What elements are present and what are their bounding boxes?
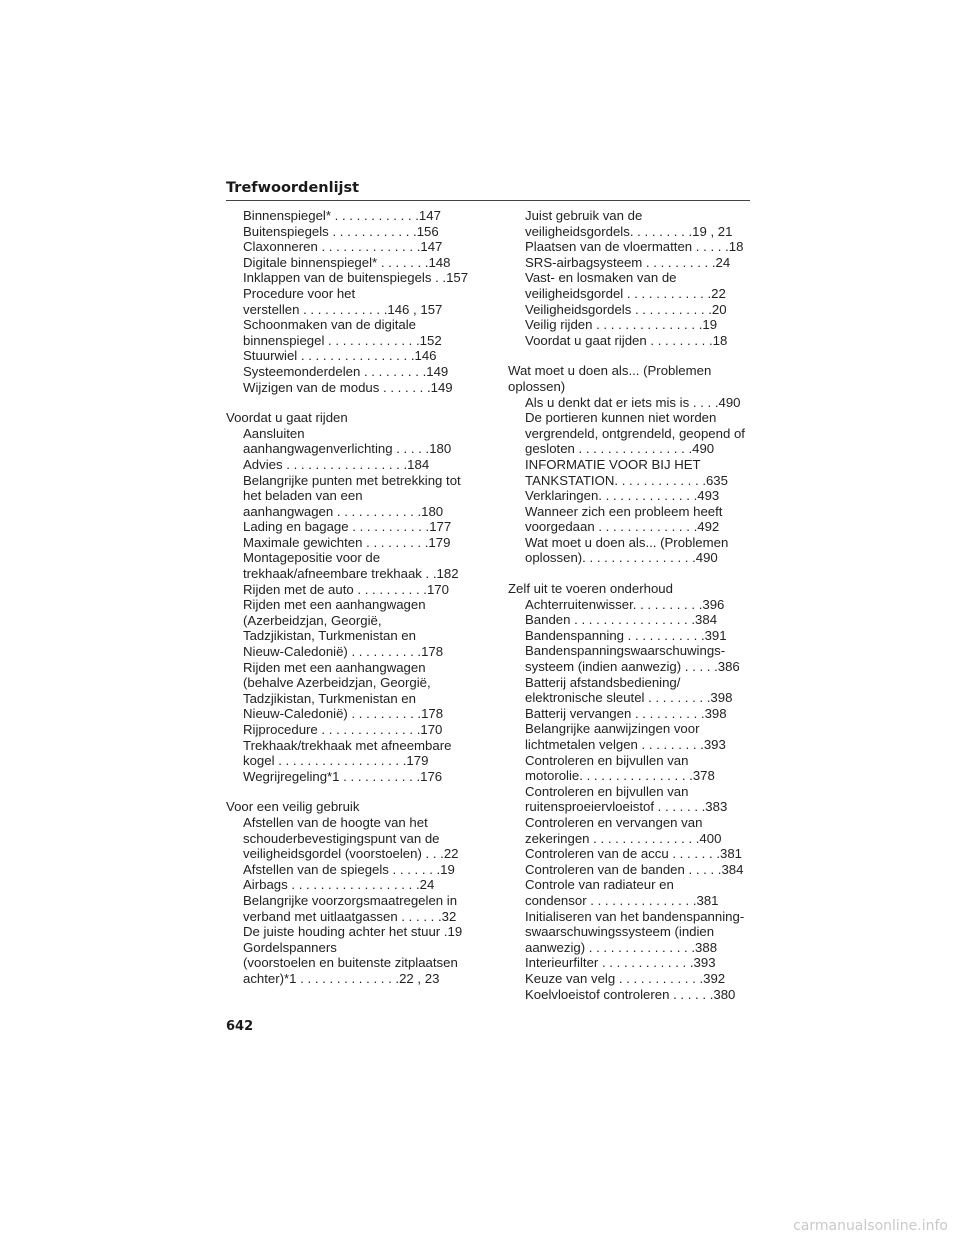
index-heading: Zelf uit te voeren onderhoud [508, 581, 673, 597]
index-subentry-line: Voordat u gaat rijden . . . . . . . . .18 [525, 332, 728, 348]
index-subentry-line: Controleren van de banden . . . . .384 [525, 861, 744, 877]
index-subentry-line: aanhangwagen . . . . . . . . . . . .180 [243, 503, 444, 519]
index-subentry[interactable] [226, 535, 470, 551]
index-subentry-line: Aansluiten [243, 425, 305, 441]
index-subentry[interactable] [226, 224, 470, 240]
index-subentry[interactable] [508, 239, 750, 255]
index-subentry-line: voorgedaan . . . . . . . . . . . . . .492 [525, 519, 720, 535]
index-subentry[interactable] [226, 239, 470, 255]
index-subentry[interactable] [226, 862, 470, 878]
index-subentry-line: trekhaak/afneembare trekhaak . .182 [243, 566, 459, 582]
index-subentry-line: Verklaringen. . . . . . . . . . . . . .493 [525, 488, 720, 504]
index-subentry-line: Wanneer zich een probleem heeft [525, 503, 723, 519]
index-subentry[interactable] [508, 535, 750, 566]
index-subentry[interactable] [508, 208, 750, 239]
index-subentry-line: Airbags . . . . . . . . . . . . . . . . . .24 [243, 877, 435, 893]
index-subentry-line: Inklappen van de buitenspiegels . .157 [243, 270, 469, 286]
index-subentry-line: Banden . . . . . . . . . . . . . . . . .384 [525, 612, 718, 628]
index-subentry[interactable] [508, 628, 750, 644]
index-subentry-line: binnenspiegel . . . . . . . . . . . . .152 [243, 332, 442, 348]
index-subentry-line: Tadzjikistan, Turkmenistan en [243, 690, 416, 706]
index-subentry[interactable] [508, 457, 750, 488]
index-subentry-line: lichtmetalen velgen . . . . . . . . .393 [525, 737, 726, 752]
index-entry [226, 208, 470, 395]
index-subentry-line: TANKSTATION. . . . . . . . . . . . .635 [525, 472, 728, 488]
index-subentry-line: Trekhaak/trekhaak met afneembare [243, 737, 452, 753]
index-entry [508, 581, 750, 1002]
index-subentry-line: systeem (indien aanwezig) . . . . .386 [525, 659, 740, 675]
index-subentry-line: Achterruitenwisser. . . . . . . . . .396 [525, 596, 725, 612]
index-subentry[interactable] [508, 784, 750, 815]
index-subentry[interactable] [508, 862, 750, 878]
index-subentry[interactable] [508, 612, 750, 628]
page-header [226, 179, 750, 201]
index-subentry-line: zekeringen . . . . . . . . . . . . . . .400 [525, 830, 722, 846]
index-subentry[interactable] [508, 987, 750, 1003]
index-subentry-line: aanwezig) . . . . . . . . . . . . . . .388 [525, 939, 718, 955]
index-subentry-line: Maximale gewichten . . . . . . . . .179 [243, 534, 451, 550]
index-subentry[interactable] [508, 721, 750, 752]
index-subentry-line: vergrendeld, ontgrendeld, geopend of [525, 425, 745, 441]
index-subentry-line: Controleren en vervangen van [525, 814, 703, 830]
index-heading: oplossen) [508, 378, 566, 394]
index-subentry[interactable] [508, 488, 750, 504]
index-subentry[interactable] [508, 955, 750, 971]
index-subentry-line: Batterij afstandsbediening/ [525, 674, 681, 690]
index-subentry[interactable] [226, 893, 470, 924]
index-subentry[interactable] [226, 738, 470, 769]
index-subentry-line: Buitenspiegels . . . . . . . . . . . .156 [243, 223, 439, 239]
index-subentry-line: Plaatsen van de vloermatten . . . . .18 [525, 239, 744, 255]
index-subentry-line: schouderbevestigingspunt van de [243, 830, 440, 846]
index-subentry-line: Rijprocedure . . . . . . . . . . . . . .170 [243, 722, 443, 737]
index-subentry-line: Interieurfilter . . . . . . . . . . . . .393 [525, 955, 716, 971]
index-column-right [508, 208, 750, 1002]
index-subentry[interactable] [508, 846, 750, 862]
index-subentry-line: Afstellen van de spiegels . . . . . . .19 [243, 861, 455, 877]
index-subentry-line: veiligheidsgordels. . . . . . . . .19 , 21 [525, 223, 733, 239]
index-heading: Voordat u gaat rijden [226, 410, 348, 426]
index-subentry-line: gesloten . . . . . . . . . . . . . . . .490 [525, 441, 715, 457]
index-subentry-line: Juist gebruik van de [525, 208, 643, 223]
index-subentry[interactable] [508, 504, 750, 535]
index-heading: Wat moet u doen als... (Problemen [508, 363, 712, 379]
index-subentry-line: Vast- en losmaken van de [525, 270, 677, 286]
index-subentry-line: Nieuw-Caledonië) . . . . . . . . . .178 [243, 644, 444, 660]
index-subentry-line: Lading en bagage . . . . . . . . . . .177 [243, 519, 452, 535]
index-subentry[interactable] [226, 940, 470, 987]
index-subentry-line: (behalve Azerbeidzjan, Georgië, [243, 675, 431, 691]
index-subentry-line: Veiligheidsgordels . . . . . . . . . . .20 [525, 301, 727, 317]
index-subentry-line: veiligheidsgordel . . . . . . . . . . . .22 [525, 285, 726, 301]
index-subentry-line: achter)*1 . . . . . . . . . . . . . .22 , 23 [243, 970, 440, 986]
section-title: Trefwoordenlijst [226, 180, 360, 196]
index-subentry-line: De juiste houding achter het stuur .19 [243, 924, 463, 940]
index-subentry-line: Controleren van de accu . . . . . . .381 [525, 846, 742, 862]
index-subentry[interactable] [226, 270, 470, 286]
index-subentry-line: Controleren en bijvullen van [525, 752, 689, 768]
index-subentry-line: Schoonmaken van de digitale [243, 317, 417, 333]
index-subentry-line: Koelvloeistof controleren . . . . . .380 [525, 986, 736, 1002]
index-subentry[interactable] [226, 877, 470, 893]
index-subentry-line: Rijden met de auto . . . . . . . . . .170 [243, 581, 449, 597]
index-subentry-line: Advies . . . . . . . . . . . . . . . . .184 [243, 456, 430, 472]
index-entry [226, 799, 470, 986]
index-subentry[interactable] [508, 877, 750, 908]
index-subentry[interactable] [508, 270, 750, 301]
page-number: 642 [226, 1019, 254, 1034]
index-subentry[interactable] [226, 582, 470, 598]
index-subentry[interactable] [508, 706, 750, 722]
index-subentry[interactable] [508, 597, 750, 613]
index-subentry-line: Als u denkt dat er iets mis is . . . .490 [525, 394, 741, 410]
index-entry [508, 363, 750, 566]
index-subentry[interactable] [226, 255, 470, 271]
index-subentry-line: Belangrijke aanwijzingen voor [525, 721, 700, 737]
index-subentry[interactable] [508, 255, 750, 271]
index-subentry[interactable] [226, 597, 470, 659]
index-heading: Voor een veilig gebruik [226, 799, 360, 815]
index-subentry[interactable] [226, 364, 470, 380]
index-subentry[interactable] [226, 550, 470, 581]
index-entry [226, 410, 470, 784]
index-subentry[interactable] [226, 815, 470, 862]
index-subentry-line: motorolie. . . . . . . . . . . . . . . .378 [525, 768, 715, 784]
index-subentry[interactable] [226, 426, 470, 457]
index-subentry-line: swaarschuwingssysteem (indien [525, 924, 715, 940]
index-subentry[interactable] [508, 815, 750, 846]
index-subentry-line: Montagepositie voor de [243, 550, 381, 566]
index-subentry-line: kogel . . . . . . . . . . . . . . . . . .179 [243, 753, 429, 769]
index-subentry-line: Afstellen van de hoogte van het [243, 814, 428, 830]
index-subentry-line: Rijden met een aanhangwagen [243, 597, 426, 613]
index-column-left [226, 208, 470, 987]
index-subentry[interactable] [226, 208, 470, 224]
index-subentry[interactable] [508, 410, 750, 457]
index-subentry-line: Controle van radiateur en [525, 877, 674, 893]
index-subentry-line: Veilig rijden . . . . . . . . . . . . . . .19 [525, 317, 718, 333]
index-subentry-line: Gordelspanners [243, 939, 337, 955]
index-subentry[interactable] [226, 519, 470, 535]
index-subentry-line: Stuurwiel . . . . . . . . . . . . . . . .146 [243, 348, 437, 364]
index-subentry-line: Bandenspanning . . . . . . . . . . .391 [525, 627, 727, 643]
index-subentry[interactable] [508, 333, 750, 349]
index-subentry[interactable] [226, 317, 470, 348]
index-subentry-line: De portieren kunnen niet worden [525, 410, 717, 426]
index-subentry[interactable] [226, 924, 470, 940]
index-subentry[interactable] [226, 660, 470, 722]
index-subentry[interactable] [508, 909, 750, 956]
index-subentry-line: INFORMATIE VOOR BIJ HET [525, 456, 701, 472]
index-subentry[interactable] [508, 753, 750, 784]
index-subentry-line: Controleren en bijvullen van [525, 783, 689, 799]
index-subentry-line: Batterij vervangen . . . . . . . . . .398 [525, 705, 727, 721]
index-subentry-line: Systeemonderdelen . . . . . . . . .149 [243, 363, 449, 379]
index-subentry-line: (Azerbeidzjan, Georgië, [243, 612, 382, 628]
index-subentry-line: Belangrijke punten met betrekking tot [243, 472, 461, 488]
index-subentry[interactable] [226, 380, 470, 396]
index-subentry-line: ruitensproeiervloeistof . . . . . . .383 [525, 799, 728, 815]
index-subentry[interactable] [226, 473, 470, 520]
index-subentry-line: Wegrijregeling*1 . . . . . . . . . . .176 [243, 768, 443, 784]
index-subentry[interactable] [226, 348, 470, 364]
index-subentry-line: het beladen van een [243, 488, 363, 504]
index-subentry-line: condensor . . . . . . . . . . . . . . .381 [525, 892, 719, 908]
index-subentry-line: Rijden met een aanhangwagen [243, 659, 426, 675]
index-subentry[interactable] [226, 286, 470, 317]
index-subentry-line: verband met uitlaatgassen . . . . . .32 [243, 908, 457, 924]
index-subentry-line: Binnenspiegel* . . . . . . . . . . . .147 [243, 208, 441, 223]
index-subentry-line: Digitale binnenspiegel* . . . . . . .148 [243, 254, 451, 270]
index-subentry-line: Initialiseren van het bandenspanning- [525, 908, 745, 924]
index-subentry[interactable] [508, 971, 750, 987]
index-subentry-line: Nieuw-Caledonië) . . . . . . . . . .178 [243, 706, 444, 722]
index-subentry[interactable] [508, 302, 750, 318]
index-subentry-line: SRS-airbagsysteem . . . . . . . . . .24 [525, 254, 731, 270]
index-subentry-line: Wijzigen van de modus . . . . . . .149 [243, 379, 453, 395]
index-subentry[interactable] [508, 317, 750, 333]
index-subentry-line: Keuze van velg . . . . . . . . . . . .392 [525, 970, 726, 986]
index-entry [508, 208, 750, 348]
index-subentry-line: Claxonneren . . . . . . . . . . . . . .147 [243, 239, 443, 255]
index-subentry-line: Wat moet u doen als... (Problemen [525, 534, 729, 550]
index-subentry[interactable] [226, 769, 470, 785]
index-subentry-line: Procedure voor het [243, 285, 356, 301]
index-subentry[interactable] [508, 643, 750, 674]
index-subentry-line: veiligheidsgordel (voorstoelen) . . .22 [243, 846, 459, 862]
index-subentry-line: Tadzjikistan, Turkmenistan en [243, 628, 416, 644]
watermark: carmanualsonline.info [793, 1218, 948, 1234]
index-subentry[interactable] [508, 675, 750, 706]
index-subentry-line: Bandenspanningswaarschuwings- [525, 643, 726, 659]
index-subentry-line: elektronische sleutel . . . . . . . . .398 [525, 690, 733, 706]
index-subentry-line: (voorstoelen en buitenste zitplaatsen [243, 955, 458, 971]
index-subentry-line: verstellen . . . . . . . . . . . .146 , 157 [243, 301, 443, 317]
index-subentry[interactable] [226, 722, 470, 738]
index-subentry-line: oplossen). . . . . . . . . . . . . . . .490 [525, 550, 718, 566]
index-subentry-line: Belangrijke voorzorgsmaatregelen in [243, 892, 458, 908]
index-subentry[interactable] [508, 395, 750, 411]
index-subentry[interactable] [226, 457, 470, 473]
index-subentry-line: aanhangwagenverlichting . . . . .180 [243, 441, 452, 457]
